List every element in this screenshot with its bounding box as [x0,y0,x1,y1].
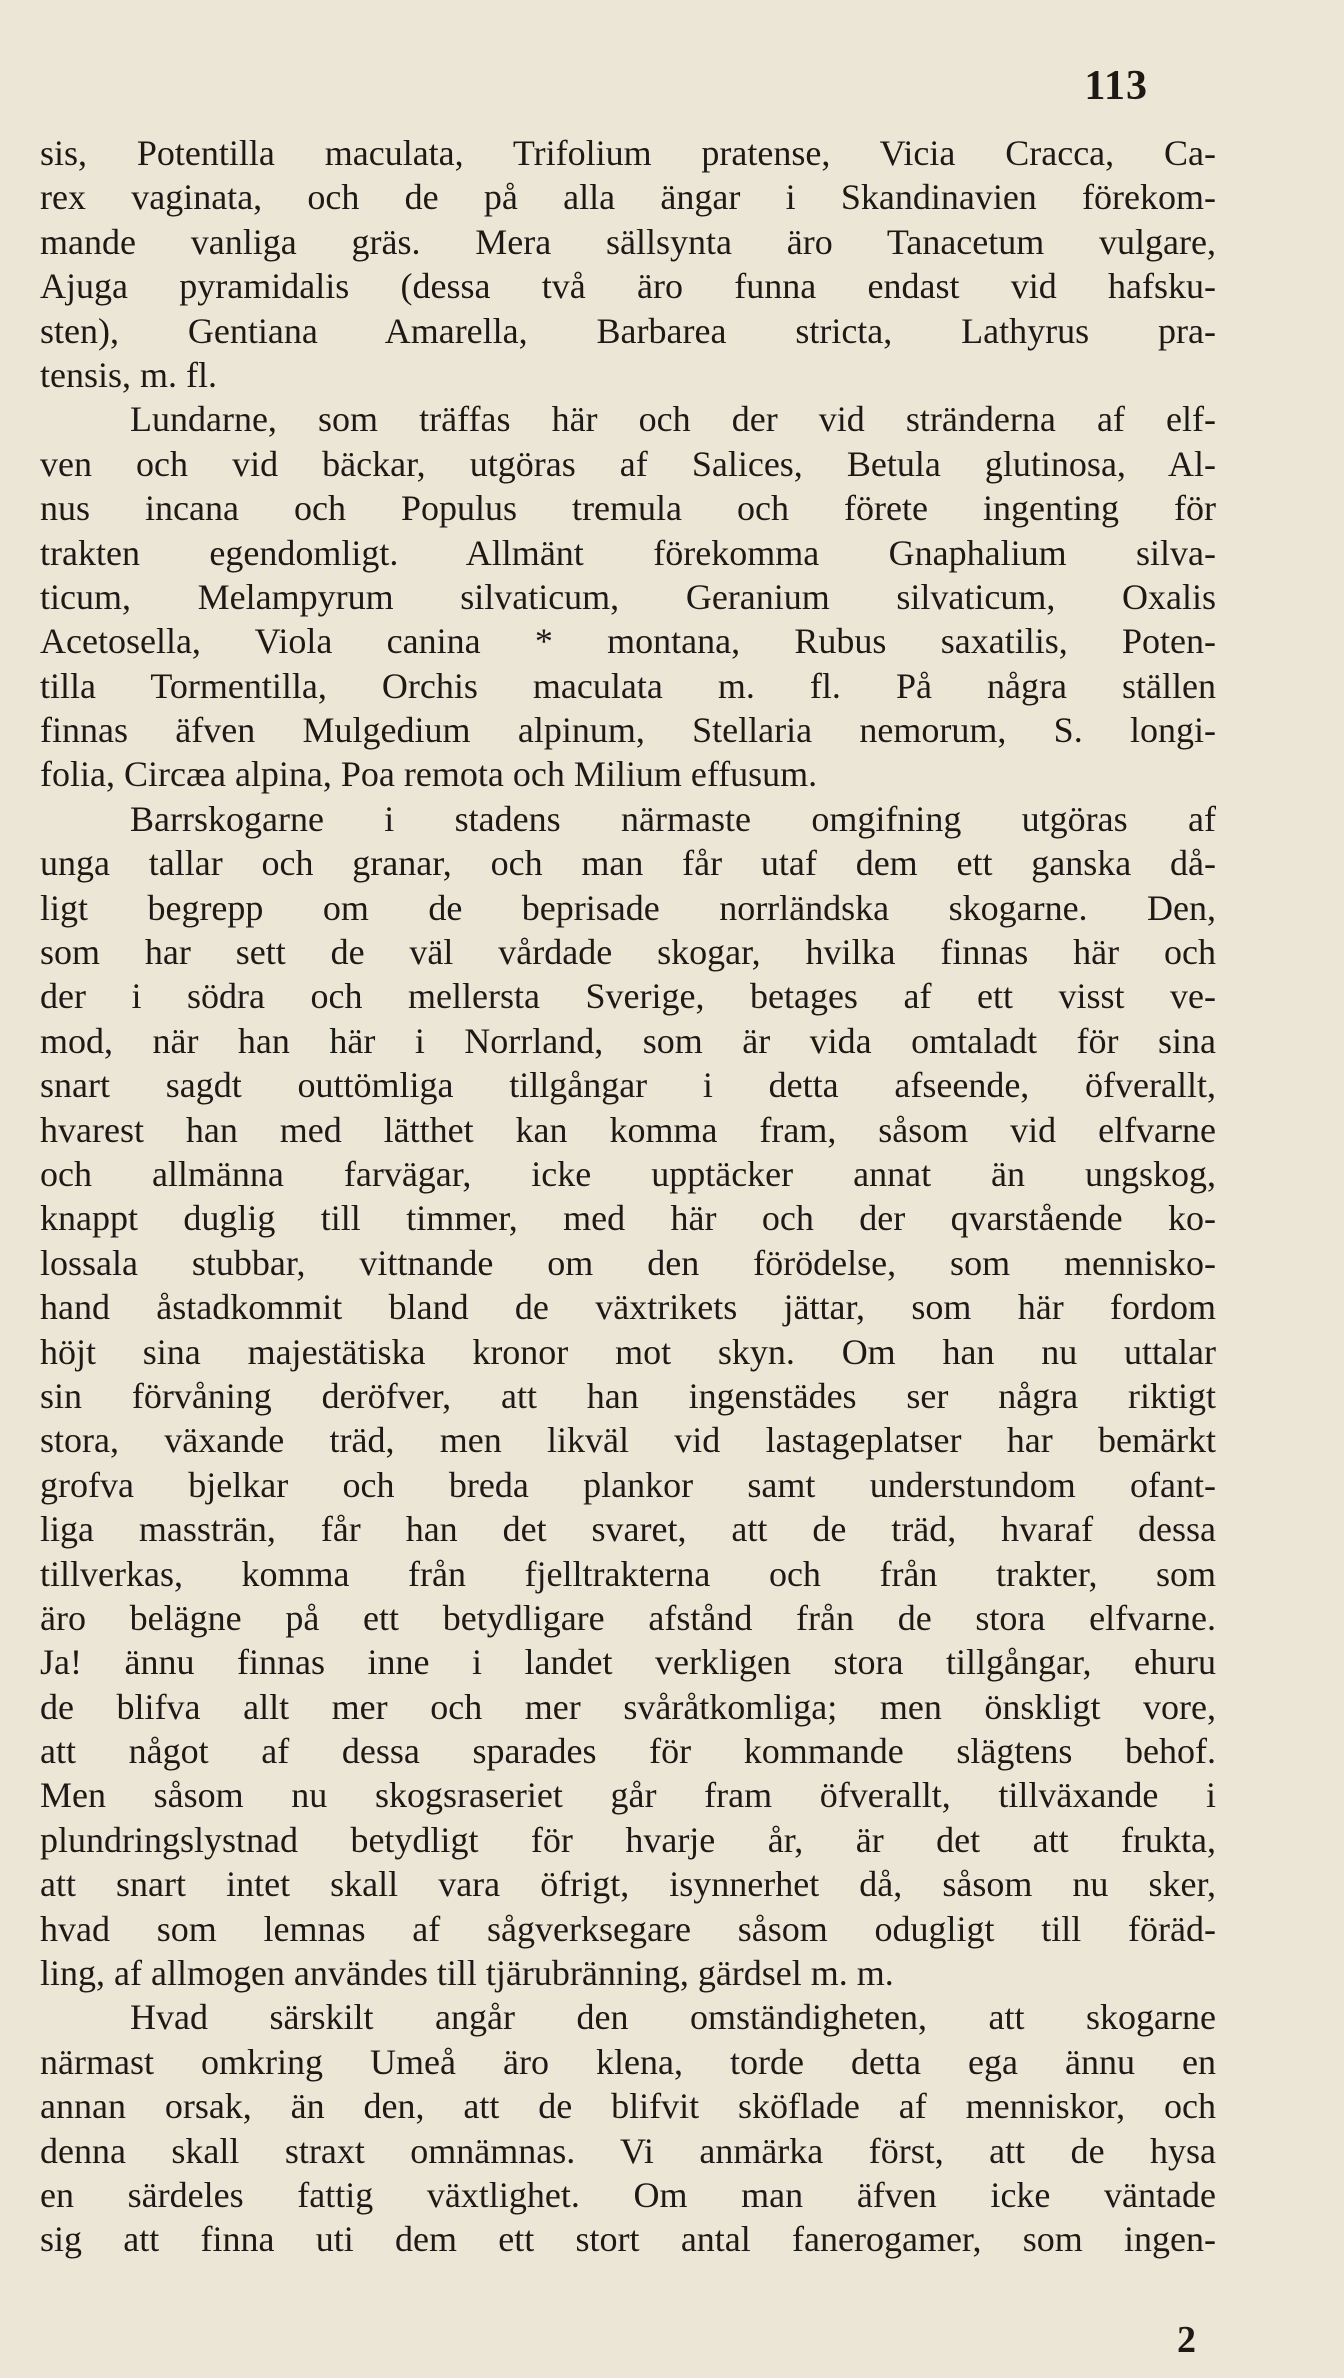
text-line: hvad som lemnas af sågverksegare såsom odugligt till föräd- [40,1908,1216,1949]
text-line: ven och vid bäckar, utgöras af Salices, Betula glutinosa, Al- [40,443,1216,484]
text-line: mande vanliga gräs. Mera sällsynta äro Tanacetum vulgare, [40,221,1216,262]
text-line: att något af dessa sparades för kommande slägtens behof. [40,1731,1216,1772]
text-line: plundringslystnad betydligt för hvarje år, är det att frukta, [40,1819,1216,1860]
text-line: der i södra och mellersta Sverige, betages af ett visst ve- [40,976,1216,1017]
text-line: och allmänna farvägar, icke upptäcker annat än ungskog, [40,1153,1216,1194]
text-line: tillverkas, komma från fjelltrakterna och från trakter, som [40,1553,1216,1594]
text-line: knappt duglig till timmer, med här och der qvarstående ko- [40,1198,1216,1239]
text-line: lossala stubbar, vittnande om den förödelse, som mennisko- [40,1242,1216,1283]
text-line: liga massträn, får han det svaret, att de träd, hvaraf dessa [40,1509,1216,1550]
text-line: Men såsom nu skogsraseriet går fram öfverallt, tillväxande i [40,1775,1216,1816]
text-line: sig att finna uti dem ett stort antal fanerogamer, som ingen- [40,2219,1216,2260]
text-line: de blifva allt mer och mer svåråtkomliga; men önskligt vore, [40,1686,1216,1727]
text-line: ticum, Melampyrum silvaticum, Geranium silvaticum, Oxalis [40,576,1216,617]
text-line: Ja! ännu finnas inne i landet verkligen stora tillgångar, ehuru [40,1642,1216,1683]
text-line: hand åstadkommit bland de växtrikets jättar, som här fordom [40,1287,1216,1328]
paragraph-end-line: folia, Circæa alpina, Poa remota och Milium effusum. [40,754,818,795]
text-line: ligt begrepp om de beprisade norrländska skogarne. Den, [40,887,1216,928]
text-line: stora, växande träd, men likväl vid lastageplatser har bemärkt [40,1420,1216,1461]
text-line: närmast omkring Umeå äro klena, torde detta ega ännu en [40,2041,1216,2082]
text-line: trakten egendomligt. Allmänt förekomma Gnaphalium silva- [40,532,1216,573]
text-line: höjt sina majestätiska kronor mot skyn. Om han nu uttalar [40,1331,1216,1372]
text-line: rex vaginata, och de på alla ängar i Skandinavien förekom- [40,177,1216,218]
text-line: som har sett de väl vårdade skogar, hvilka finnas här och [40,932,1216,973]
text-line: snart sagdt outtömliga tillgångar i detta afseende, öfverallt, [40,1065,1216,1106]
body-text [40,131,1216,2262]
paragraph-start-line: Barrskogarne i stadens närmaste omgifning utgöras af [130,798,1216,839]
text-line: hvarest han med lätthet kan komma fram, såsom vid elfvarne [40,1109,1216,1150]
signature-mark: 2 [1177,2319,1196,2361]
text-line: en särdeles fattig växtlighet. Om man äfven icke väntade [40,2174,1216,2215]
text-line: nus incana och Populus tremula och förete ingenting för [40,488,1216,529]
text-line: tilla Tormentilla, Orchis maculata m. fl. På några ställen [40,665,1216,706]
text-line: sten), Gentiana Amarella, Barbarea stricta, Lathyrus pra- [40,310,1216,351]
text-line: grofva bjelkar och breda plankor samt understundom ofant- [40,1464,1216,1505]
text-line: sis, Potentilla maculata, Trifolium pratense, Vicia Cracca, Ca- [40,133,1216,173]
page-number: 113 [1084,63,1148,109]
text-line: Ajuga pyramidalis (dessa två äro funna endast vid hafsku- [40,266,1216,307]
text-line: äro belägne på ett betydligare afstånd från de stora elfvarne. [40,1597,1216,1638]
paragraph-end-line: tensis, m. fl. [40,354,217,395]
text-line: sin förvåning deröfver, att han ingenstädes ser några riktigt [40,1375,1216,1416]
text-line: unga tallar och granar, och man får utaf dem ett ganska då- [40,843,1216,884]
text-line: att snart intet skall vara öfrigt, isynnerhet då, såsom nu sker, [40,1864,1216,1905]
text-line: denna skall straxt omnämnas. Vi anmärka först, att de hysa [40,2130,1216,2171]
text-line: finnas äfven Mulgedium alpinum, Stellaria nemorum, S. longi- [40,710,1216,751]
paragraph-start-line: Hvad särskilt angår den omständigheten, att skogarne [130,1997,1216,2038]
text-line: annan orsak, än den, att de blifvit sköflade af menniskor, och [40,2086,1216,2127]
text-line: Acetosella, Viola canina * montana, Rubus saxatilis, Poten- [40,621,1216,662]
paragraph-end-line: ling, af allmogen användes till tjärubränning, gärdsel m. m. [40,1953,894,1994]
text-line: mod, när han här i Norrland, som är vida omtaladt för sina [40,1020,1216,1061]
paragraph-start-line: Lundarne, som träffas här och der vid stränderna af elf- [130,399,1216,440]
